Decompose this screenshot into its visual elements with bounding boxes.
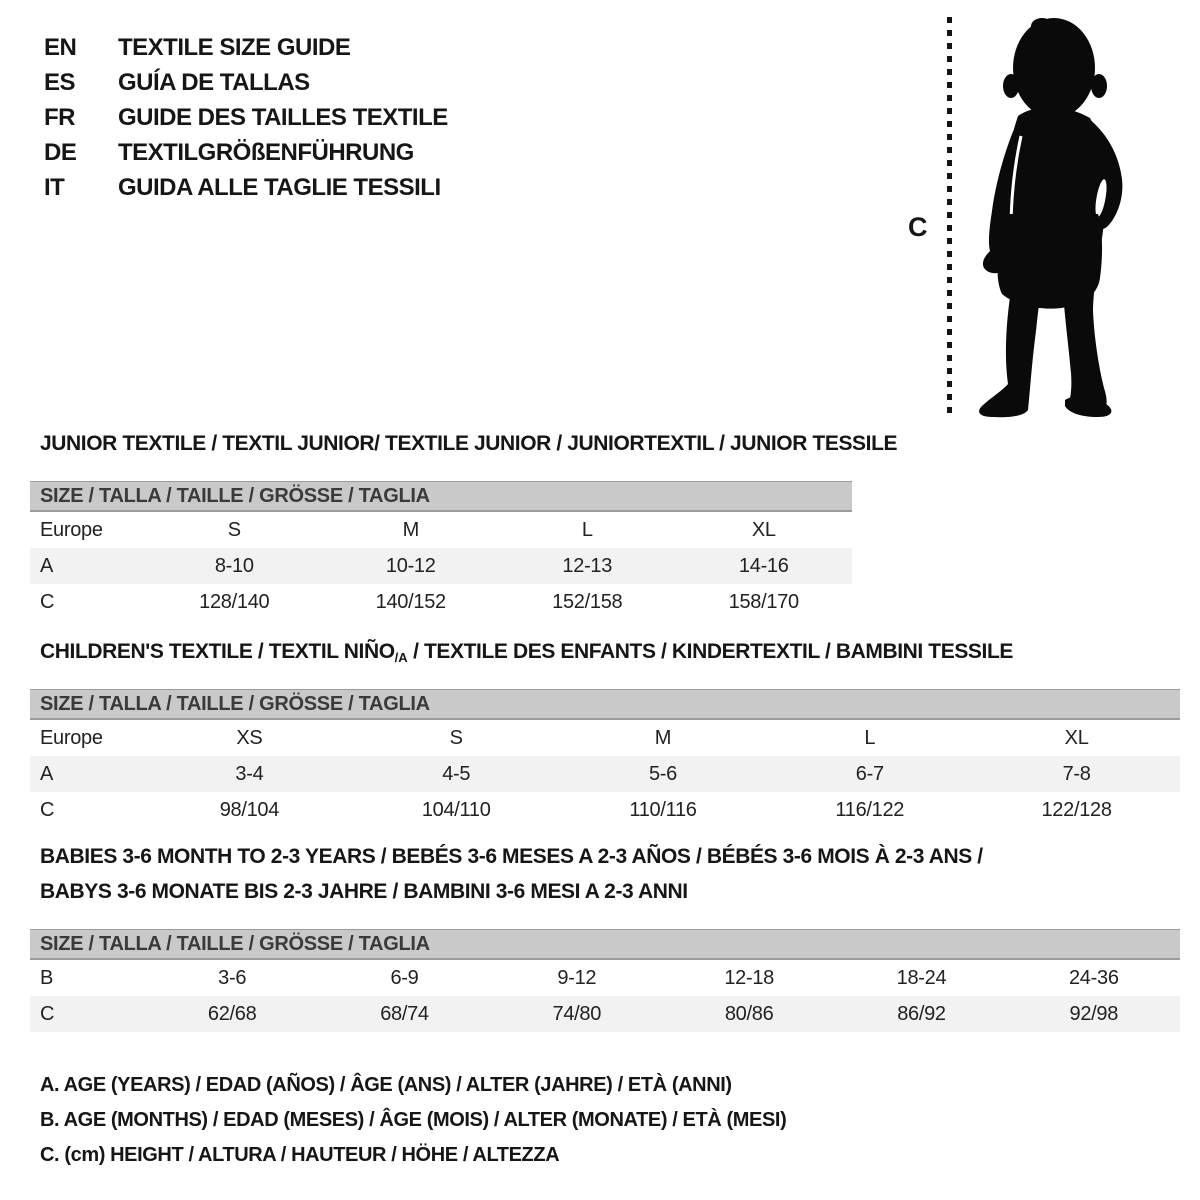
footnote-age-years: A. AGE (YEARS) / EDAD (AÑOS) / ÂGE (ANS) / ALTER (JAHRE) / ETÀ (ANNI): [40, 1074, 732, 1096]
babies-size-table: [30, 960, 1180, 1032]
language-title: GUIDE DES TAILLES TEXTILE: [118, 104, 448, 131]
row-label: A: [40, 762, 54, 785]
row-label: Europe: [40, 518, 103, 541]
row-label: C: [40, 1002, 55, 1025]
language-row-de: [44, 135, 448, 170]
language-code: EN: [44, 34, 77, 61]
language-title: GUÍA DE TALLAS: [118, 69, 310, 96]
size-cell: 9-12: [557, 966, 597, 989]
junior-section-title: JUNIOR TEXTILE / TEXTIL JUNIOR/ TEXTILE JUNIOR / JUNIORTEXTIL / JUNIOR TESSILE: [40, 432, 898, 455]
size-cell: L: [864, 726, 876, 749]
size-cell: S: [227, 518, 241, 541]
size-cell: 104/110: [421, 798, 491, 821]
size-cell: XL: [1064, 726, 1089, 749]
language-row-fr: [44, 100, 448, 135]
junior-size-header-bar: SIZE / TALLA / TAILLE / GRÖSSE / TAGLIA: [30, 481, 852, 512]
size-cell: 12-13: [562, 554, 613, 577]
language-row-en: [44, 30, 448, 65]
size-cell: 122/128: [1041, 798, 1112, 821]
size-cell: 80/86: [724, 1002, 774, 1025]
size-cell: 24-36: [1068, 966, 1119, 989]
size-cell: 3-4: [235, 762, 264, 785]
language-title: GUIDA ALLE TAGLIE TESSILI: [118, 174, 441, 201]
table-row: [30, 792, 1180, 828]
language-title: TEXTILE SIZE GUIDE: [118, 34, 351, 61]
size-cell: 5-6: [648, 762, 677, 785]
table-row: [30, 960, 1180, 996]
row-label: C: [40, 798, 55, 821]
babies-section-title-line2: BABYS 3-6 MONATE BIS 2-3 JAHRE / BAMBINI 3-6 MESI A 2-3 ANNI: [40, 880, 688, 903]
row-label: B: [40, 966, 54, 989]
size-cell: 6-9: [390, 966, 419, 989]
size-cell: 62/68: [207, 1002, 257, 1025]
size-cell: 8-10: [214, 554, 254, 577]
size-cell: 152/158: [552, 590, 623, 613]
children-size-table: [30, 720, 1180, 828]
language-code: IT: [44, 174, 65, 201]
size-cell: 140/152: [375, 590, 446, 613]
size-cell: 98/104: [219, 798, 280, 821]
language-row-es: [44, 65, 448, 100]
babies-section-title-line1: BABIES 3-6 MONTH TO 2-3 YEARS / BEBÉS 3-6 MESES A 2-3 AÑOS / BÉBÉS 3-6 MOIS À 2-3 ANS /: [40, 845, 983, 868]
table-row: [30, 548, 852, 584]
size-cell: 6-7: [855, 762, 884, 785]
size-cell: 110/116: [629, 798, 697, 821]
size-cell: XS: [236, 726, 263, 749]
size-cell: L: [581, 518, 593, 541]
size-cell: 14-16: [738, 554, 789, 577]
table-row: [30, 996, 1180, 1032]
size-cell: XL: [751, 518, 776, 541]
dashed-height-line: [947, 17, 952, 417]
footnotes-block: [40, 1068, 786, 1173]
size-cell: 74/80: [552, 1002, 602, 1025]
children-title-text: CHILDREN'S TEXTILE / TEXTIL NIÑO: [40, 640, 395, 663]
table-row: [30, 720, 1180, 756]
height-measure-label: C: [908, 212, 928, 242]
size-cell: 12-18: [724, 966, 774, 989]
size-cell: 128/140: [199, 590, 270, 613]
footnote-height-cm: C. (cm) HEIGHT / ALTURA / HAUTEUR / HÖHE / ALTEZZA: [40, 1144, 560, 1166]
size-cell: M: [402, 518, 419, 541]
size-cell: 4-5: [442, 762, 471, 785]
language-code: ES: [44, 69, 76, 96]
row-label: A: [40, 554, 54, 577]
table-row: [30, 756, 1180, 792]
junior-size-table: [30, 512, 852, 620]
size-cell: 158/170: [728, 590, 799, 613]
children-title-text: / TEXTILE DES ENFANTS / KINDERTEXTIL / BAMBINI TESSILE: [407, 640, 1014, 663]
toddler-silhouette-figure: [966, 16, 1138, 418]
language-title: TEXTILGRÖßENFÜHRUNG: [118, 139, 414, 166]
row-label: C: [40, 590, 55, 613]
language-code: DE: [44, 139, 77, 166]
size-cell: 7-8: [1062, 762, 1091, 785]
size-cell: 10-12: [385, 554, 436, 577]
size-cell: 68/74: [380, 1002, 429, 1025]
language-title-block: [44, 30, 448, 205]
language-code: FR: [44, 104, 75, 131]
table-row: [30, 584, 852, 620]
footnote-age-months: B. AGE (MONTHS) / EDAD (MESES) / ÂGE (MOIS) / ALTER (MONATE) / ETÀ (MESI): [40, 1109, 787, 1131]
size-cell: 86/92: [897, 1002, 946, 1025]
size-cell: 116/122: [835, 798, 905, 821]
language-row-it: [44, 170, 448, 205]
size-cell: 18-24: [896, 966, 947, 989]
size-cell: S: [449, 726, 463, 749]
children-title-subscript: /A: [394, 650, 408, 665]
size-cell: M: [654, 726, 672, 749]
table-row: [30, 512, 852, 548]
size-cell: 92/98: [1069, 1002, 1119, 1025]
children-section-title: [40, 640, 1013, 665]
children-size-header-bar: SIZE / TALLA / TAILLE / GRÖSSE / TAGLIA: [30, 689, 1180, 720]
row-label: Europe: [40, 726, 103, 749]
babies-size-header-bar: SIZE / TALLA / TAILLE / GRÖSSE / TAGLIA: [30, 929, 1180, 960]
size-cell: 3-6: [218, 966, 247, 989]
